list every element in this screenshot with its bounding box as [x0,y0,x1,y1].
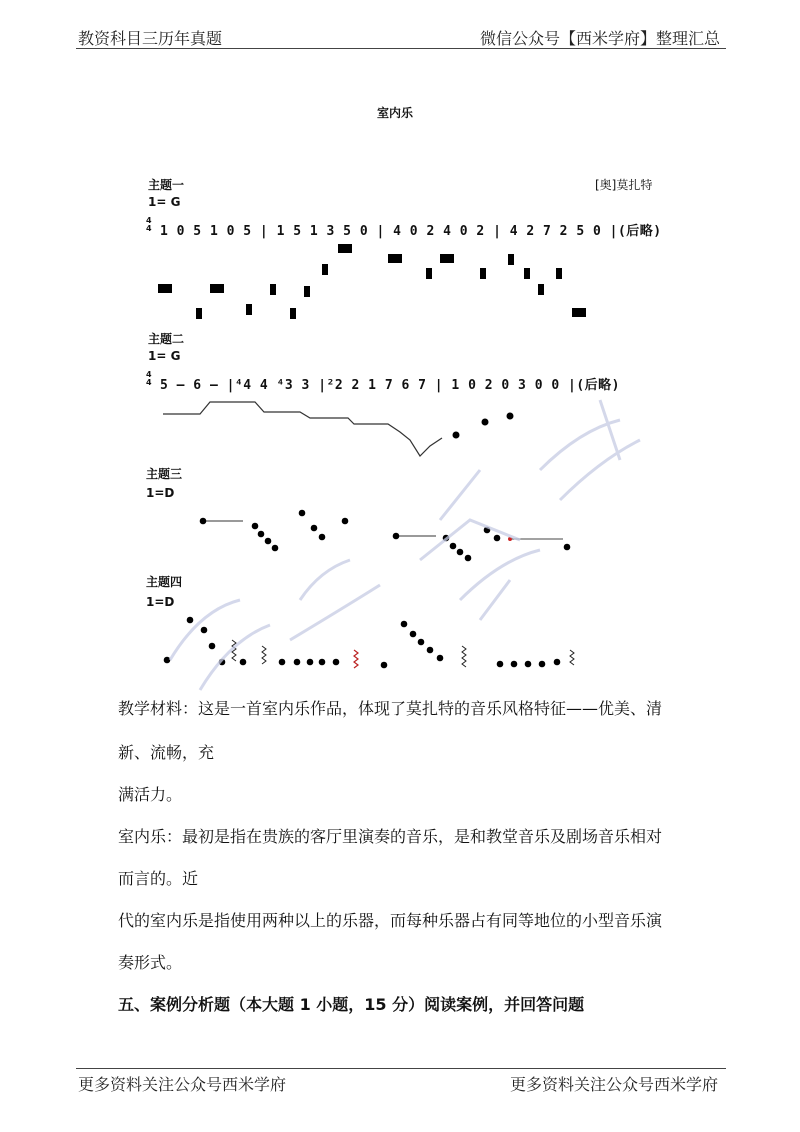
section-heading: 五、案例分析题（本大题 1 小题，15 分）阅读案例，并回答问题 [118,995,585,1014]
paragraph-line-2: 新、流畅，充 [118,743,215,762]
theme-1-key: 1= G [148,195,181,209]
theme-1-name: 主题一 [148,178,185,192]
theme-4-key: 1=D [146,595,175,609]
footer-divider [76,1068,726,1069]
theme-3-name: 主题三 [146,467,183,481]
theme-1-time-signature: 4 4 [146,216,152,233]
theme-2-dots [453,413,514,439]
theme-2-notation: 5 – 6 – |⁴4 4 ⁴3 3 |²2 2 1 7 6 7 | 1 0 2 0 3 0 0 |(后略) [160,378,620,393]
theme-3-graphic [200,510,571,562]
paragraph-line-7: 奏形式。 [118,953,183,972]
paragraph-line-3: 满活力。 [118,785,183,804]
page-title: 室内乐 [377,106,414,120]
theme-2-time-signature: 4 4 [146,370,152,387]
theme-1-composer: [奥]莫扎特 [595,178,653,192]
theme-2-key: 1= G [148,349,181,363]
theme-4-name: 主题四 [146,575,183,589]
footer-right: 更多资料关注公众号西米学府 [510,1075,719,1094]
theme-1-notation: 1 0 5 1 0 5 | 1 5 1 3 5 0 | 4 0 2 4 0 2 | 4 2 7 2 5 0 |(后略) [160,224,662,239]
theme-1-block-graph [158,244,586,319]
paragraph-line-4: 室内乐：最初是指在贵族的客厅里演奏的音乐，是和教堂音乐及剧场音乐相对 [118,827,663,846]
paragraph-line-1: 教学材料：这是一首室内乐作品，体现了莫扎特的音乐风格特征——优美、清 [118,699,663,718]
paragraph-line-5: 而言的。近 [118,869,199,888]
theme-3-key: 1=D [146,486,175,500]
paragraph-line-6: 代的室内乐是指使用两种以上的乐器，而每种乐器占有同等地位的小型音乐演 [118,911,663,930]
header-right: 微信公众号【西米学府】整理汇总 [480,29,721,48]
theme-4-graphic [164,617,574,669]
theme-2-name: 主题二 [148,332,185,346]
header-left: 教资科目三历年真题 [78,29,223,48]
theme-2-contour [163,402,442,456]
footer-left: 更多资料关注公众号西米学府 [78,1075,287,1094]
